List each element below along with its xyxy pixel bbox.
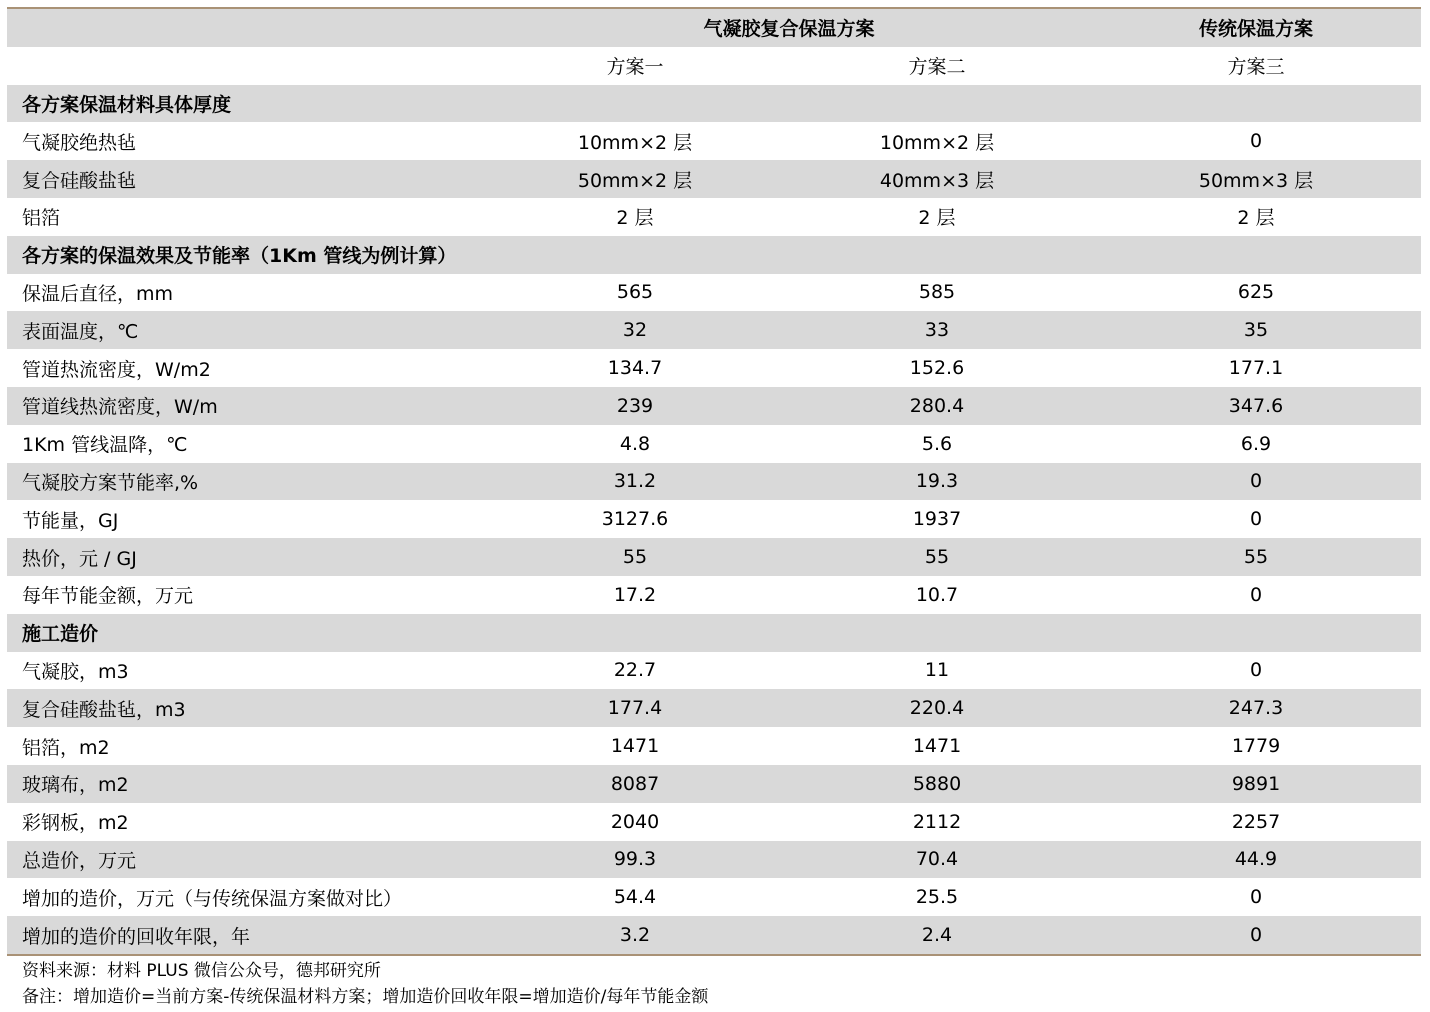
value-cell-plan-1: 565 (616, 281, 654, 304)
value-cell-plan-1: 1471 (610, 735, 660, 758)
header-plan-row (7, 47, 1421, 85)
row-label: 热价，元 / GJ (22, 547, 137, 570)
value-cell-plan-2: 152.6 (909, 357, 965, 380)
table-row (7, 349, 1421, 387)
value-cell-plan-2: 5880 (912, 772, 962, 795)
value-cell-plan-1: 99.3 (613, 848, 657, 871)
value-cell-plan-1: 2040 (610, 810, 660, 833)
value-cell-plan-3: 9891 (1231, 772, 1281, 795)
table-row (7, 841, 1421, 879)
table-row (7, 274, 1421, 312)
value-cell-plan-2: 19.3 (915, 470, 959, 493)
header-aerogel-group: 气凝胶复合保温方案 (703, 18, 875, 41)
row-label: 每年节能金额，万元 (22, 585, 194, 608)
header-traditional-group: 传统保温方案 (1198, 18, 1313, 41)
value-cell-plan-1: 3.2 (619, 924, 651, 947)
value-cell-plan-3: 347.6 (1228, 394, 1284, 417)
value-cell-plan-2: 1937 (912, 508, 962, 531)
value-cell-plan-2: 10mm×2 层 (879, 131, 995, 154)
row-label: 增加的造价的回收年限，年 (22, 925, 251, 948)
value-cell-plan-2: 2 层 (918, 207, 956, 230)
value-cell-plan-2: 25.5 (915, 886, 959, 909)
table-row (7, 198, 1421, 236)
value-cell-plan-2: 10.7 (915, 583, 959, 606)
value-cell-plan-1: 134.7 (607, 357, 663, 380)
value-cell-plan-3: 0 (1249, 886, 1263, 909)
table-row (7, 122, 1421, 160)
comparison-table (7, 7, 1421, 956)
value-cell-plan-1: 22.7 (613, 659, 657, 682)
value-cell-plan-3: 6.9 (1240, 432, 1272, 455)
row-label: 管道热流密度，W/m2 (22, 358, 211, 381)
row-label: 铝箔 (22, 207, 61, 230)
value-cell-plan-1: 8087 (610, 772, 660, 795)
value-cell-plan-3: 0 (1249, 508, 1263, 531)
row-label: 复合硅酸盐毡，m3 (22, 698, 186, 721)
value-cell-plan-3: 1779 (1231, 735, 1281, 758)
section-header-row (7, 614, 1421, 652)
value-cell-plan-1: 54.4 (613, 886, 657, 909)
table-row (7, 311, 1421, 349)
table-row (7, 765, 1421, 803)
value-cell-plan-3: 44.9 (1234, 848, 1278, 871)
value-cell-plan-3: 50mm×3 层 (1198, 169, 1314, 192)
header-plan-3: 方案三 (1227, 56, 1285, 79)
row-label: 气凝胶，m3 (22, 660, 129, 683)
row-label: 保温后直径，mm (22, 282, 174, 305)
row-label: 玻璃布，m2 (22, 774, 129, 797)
value-cell-plan-2: 5.6 (921, 432, 953, 455)
value-cell-plan-3: 55 (1243, 546, 1269, 569)
table-row (7, 878, 1421, 916)
row-label: 气凝胶方案节能率,% (22, 471, 199, 494)
value-cell-plan-1: 4.8 (619, 432, 651, 455)
value-cell-plan-2: 33 (924, 319, 950, 342)
value-cell-plan-3: 177.1 (1228, 357, 1284, 380)
value-cell-plan-1: 10mm×2 层 (577, 131, 693, 154)
value-cell-plan-2: 70.4 (915, 848, 959, 871)
table-row (7, 916, 1421, 954)
table-row (7, 576, 1421, 614)
header-plan-1: 方案一 (606, 56, 664, 79)
value-cell-plan-1: 50mm×2 层 (577, 169, 693, 192)
footnotes (22, 958, 708, 1010)
row-label: 彩钢板，m2 (22, 812, 129, 835)
value-cell-plan-3: 2257 (1231, 810, 1281, 833)
remark-note: 备注：增加造价=当前方案-传统保温材料方案；增加造价回收年限=增加造价/每年节能金额 (22, 987, 709, 1007)
row-label: 节能量，GJ (22, 509, 119, 532)
value-cell-plan-1: 2 层 (616, 207, 654, 230)
row-label: 总造价，万元 (22, 849, 137, 872)
value-cell-plan-3: 0 (1249, 130, 1263, 153)
table-row (7, 500, 1421, 538)
value-cell-plan-1: 177.4 (607, 697, 663, 720)
value-cell-plan-2: 2112 (912, 810, 962, 833)
value-cell-plan-3: 0 (1249, 583, 1263, 606)
value-cell-plan-2: 1471 (912, 735, 962, 758)
value-cell-plan-3: 0 (1249, 470, 1263, 493)
table-row (7, 727, 1421, 765)
section-header-row (7, 236, 1421, 274)
table-row (7, 425, 1421, 463)
value-cell-plan-3: 0 (1249, 659, 1263, 682)
row-label: 管道线热流密度，W/m (22, 396, 218, 419)
value-cell-plan-1: 55 (622, 546, 648, 569)
table-row (7, 652, 1421, 690)
table-row (7, 160, 1421, 198)
row-label: 表面温度，℃ (22, 320, 139, 343)
section-header-row (7, 85, 1421, 123)
header-group-row (7, 9, 1421, 47)
value-cell-plan-1: 32 (622, 319, 648, 342)
row-label: 气凝胶绝热毡 (22, 131, 137, 154)
value-cell-plan-2: 220.4 (909, 697, 965, 720)
value-cell-plan-2: 585 (918, 281, 956, 304)
value-cell-plan-1: 239 (616, 394, 654, 417)
section-label: 各方案的保温效果及节能率（1Km 管线为例计算） (22, 245, 457, 268)
section-label: 各方案保温材料具体厚度 (22, 93, 232, 116)
section-label: 施工造价 (22, 623, 99, 646)
value-cell-plan-1: 17.2 (613, 583, 657, 606)
value-cell-plan-2: 280.4 (909, 394, 965, 417)
value-cell-plan-1: 31.2 (613, 470, 657, 493)
value-cell-plan-3: 247.3 (1228, 697, 1284, 720)
row-label: 1Km 管线温降，℃ (22, 434, 188, 457)
table-row (7, 387, 1421, 425)
row-label: 增加的造价，万元（与传统保温方案做对比） (22, 887, 403, 910)
value-cell-plan-2: 40mm×3 层 (879, 169, 995, 192)
table-body (7, 85, 1421, 954)
value-cell-plan-2: 55 (924, 546, 950, 569)
header-plan-2: 方案二 (908, 56, 966, 79)
value-cell-plan-1: 3127.6 (601, 508, 669, 531)
table-row (7, 689, 1421, 727)
value-cell-plan-3: 625 (1237, 281, 1275, 304)
value-cell-plan-3: 35 (1243, 319, 1269, 342)
value-cell-plan-2: 11 (924, 659, 950, 682)
row-label: 复合硅酸盐毡 (22, 169, 137, 192)
value-cell-plan-3: 2 层 (1237, 207, 1275, 230)
table-row (7, 803, 1421, 841)
source-note: 资料来源：材料 PLUS 微信公众号，德邦研究所 (22, 961, 381, 981)
row-label: 铝箔，m2 (22, 736, 110, 759)
value-cell-plan-2: 2.4 (921, 924, 953, 947)
table-row (7, 463, 1421, 501)
table-row (7, 538, 1421, 576)
value-cell-plan-3: 0 (1249, 924, 1263, 947)
